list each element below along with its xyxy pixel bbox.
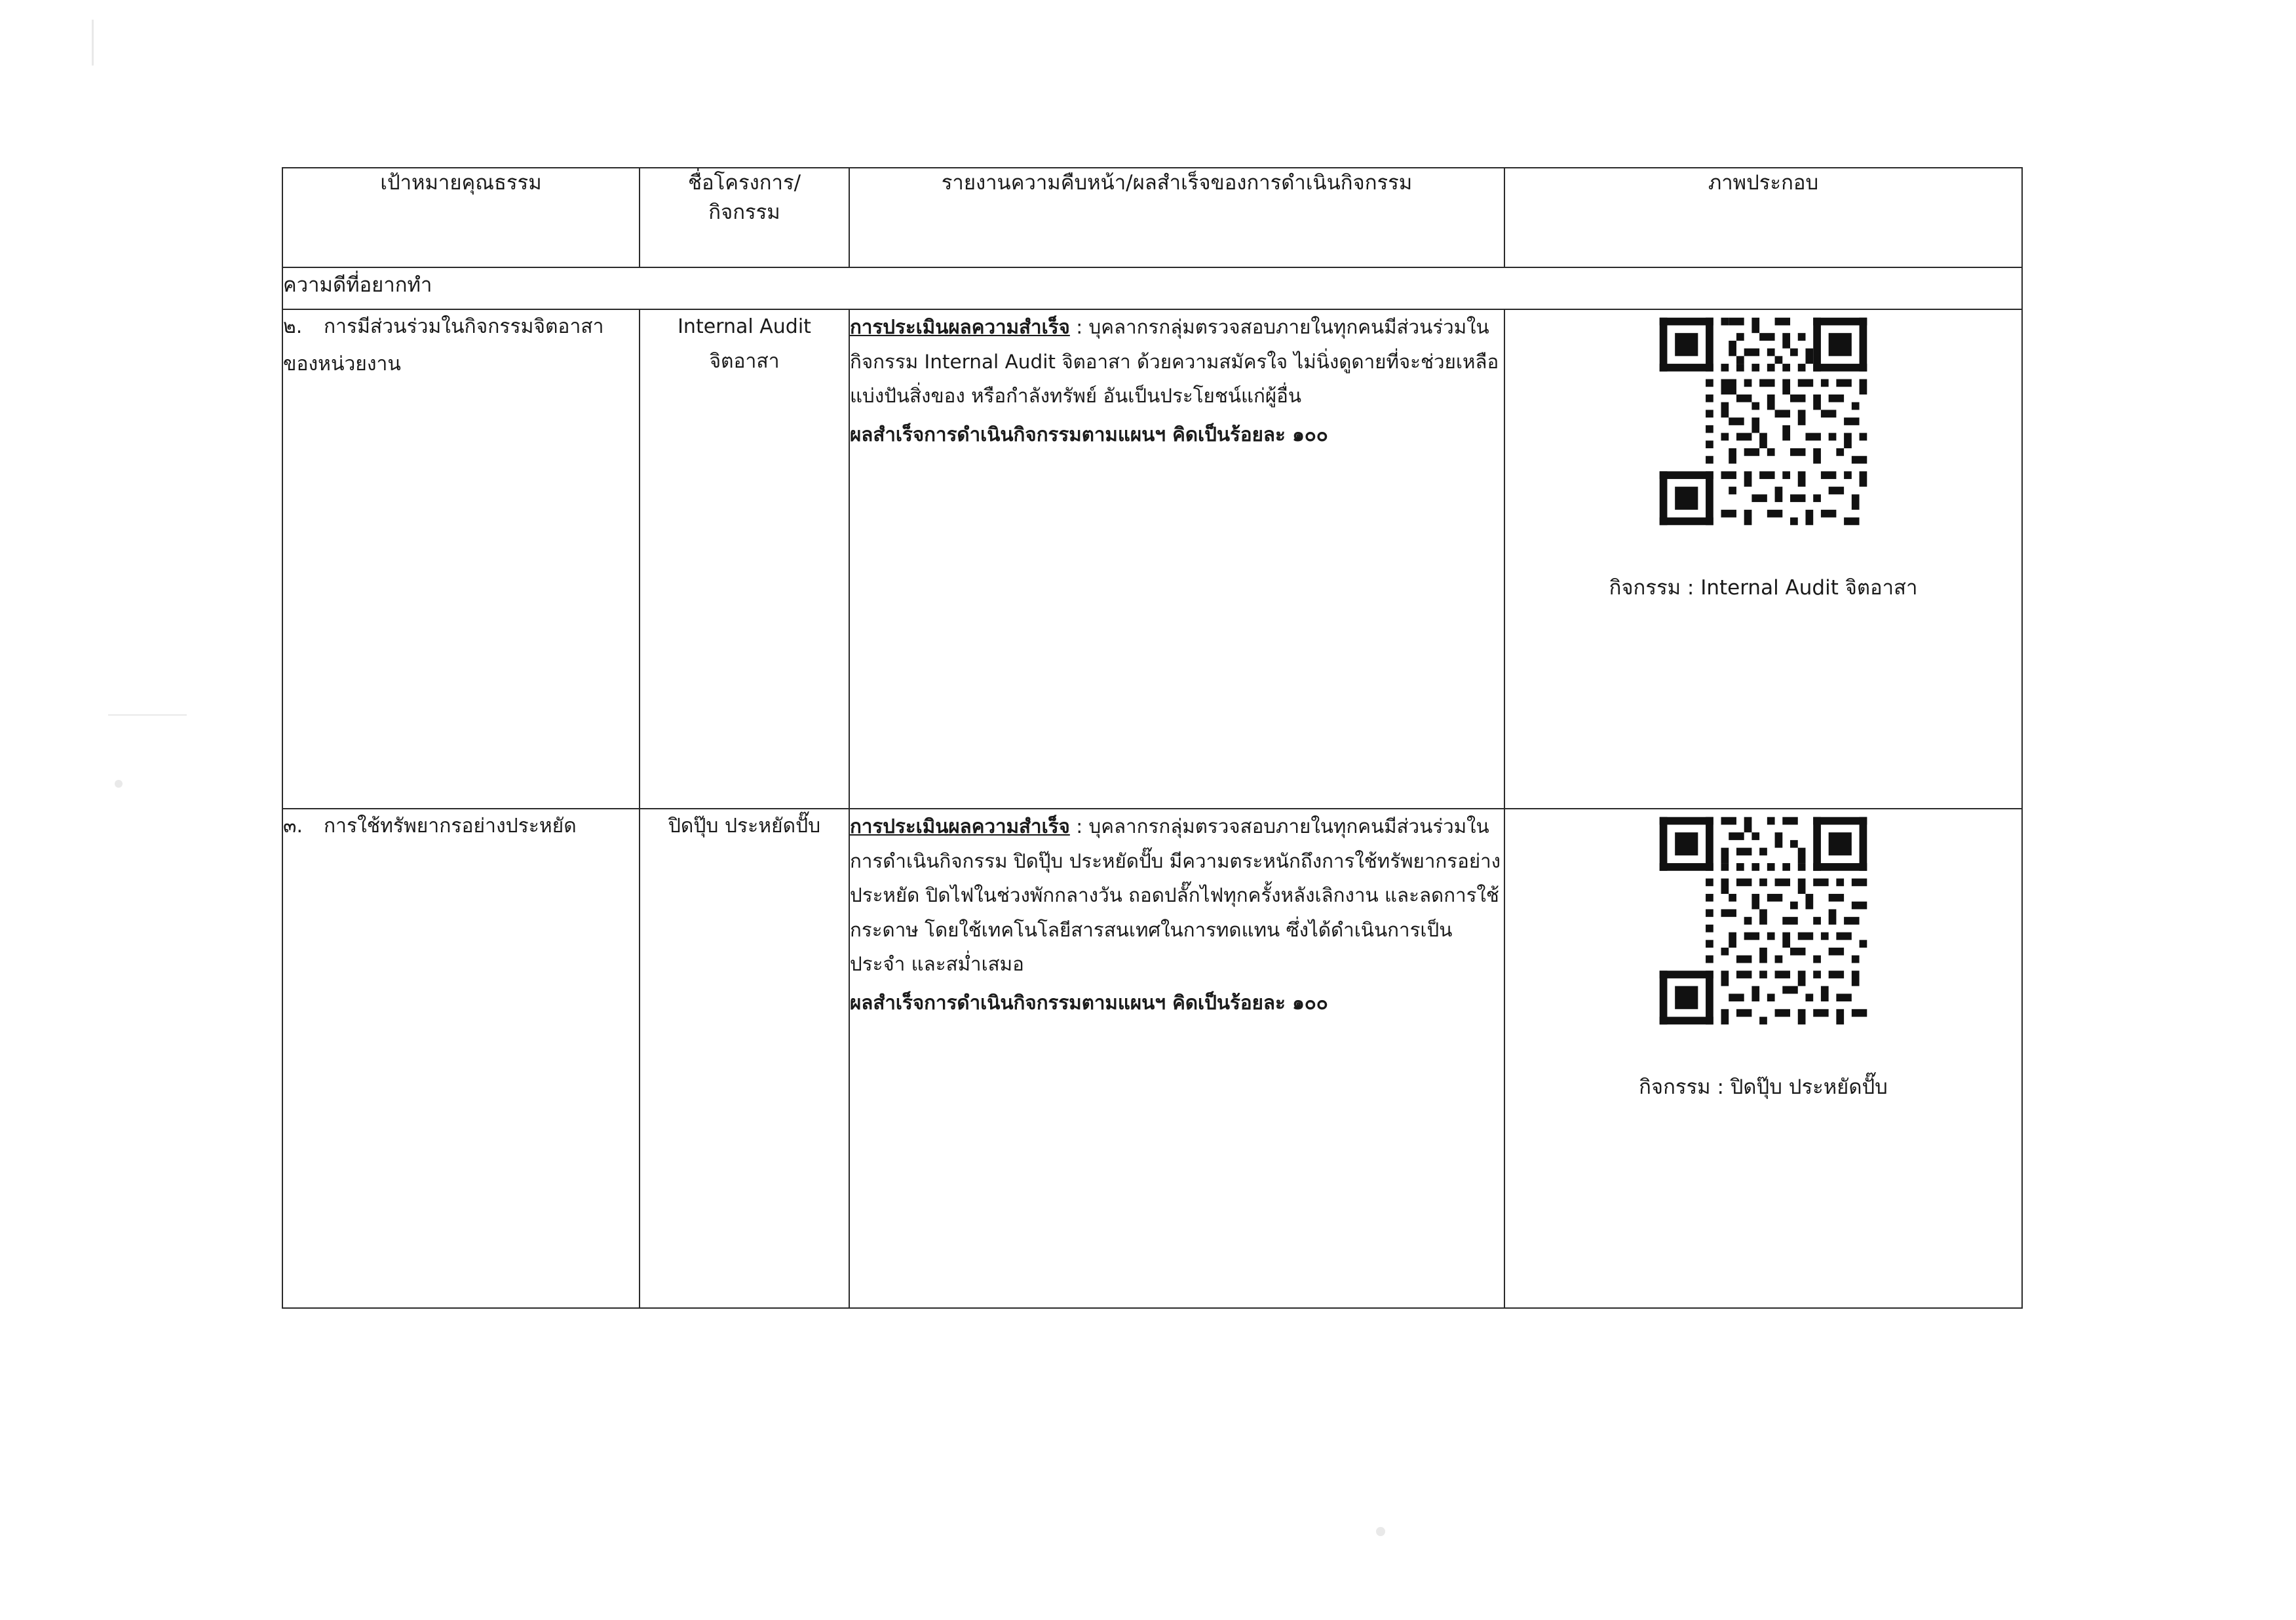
- goal-cell: [282, 809, 640, 1308]
- progress-body: : บุคลากรกลุ่มตรวจสอบภายในทุกคนมีส่วนร่วมในกิจกรรม Internal Audit จิตอาสา ด้วยความสมัครใจ ไม่นิ่งดูดายที่จะช่วยเหลือ แบ่งปันสิ่งของ หรือกำลังทรัพย์ อันเป็นประโยชน์แก่ผู้อื่น: [850, 316, 1499, 407]
- progress-summary: ผลสำเร็จการดำเนินกิจกรรมตามแผนฯ คิดเป็นร้อยละ ๑๐๐: [850, 991, 1328, 1014]
- project-line1: ปิดปุ๊บ ประหยัดปั๊บ: [668, 815, 821, 838]
- scan-artifact: [108, 714, 187, 716]
- scan-artifact: [1376, 1527, 1385, 1536]
- progress-body: : บุคลากรกลุ่มตรวจสอบภายในทุกคนมีส่วนร่วมในการดำเนินกิจกรรม ปิดปุ๊บ ประหยัดปั๊บ มีความตระหนักถึงการใช้ทรัพยากรอย่างประหยัด ปิดไฟในช่วงพักกลางวัน ถอดปลั๊กไฟทุกครั้งหลังเลิกงาน และลดการใช้กระดาษ โดยใช้เทคโนโลยีสารสนเทศในการทดแทน ซึ่งได้ดำเนินการเป็นประจำ และสม่ำเสมอ: [850, 815, 1501, 975]
- project-cell: [640, 809, 849, 1308]
- table-header-row: [282, 168, 2022, 267]
- image-caption: กิจกรรม : Internal Audit จิตอาสา: [1609, 576, 1918, 600]
- goal-text: การมีส่วนร่วมในกิจกรรมจิตอาสา: [324, 315, 604, 338]
- column-header-image: ภาพประกอบ: [1504, 168, 2022, 267]
- section-title-row: [282, 267, 2022, 309]
- image-caption: กิจกรรม : ปิดปุ๊บ ประหยัดปั๊บ: [1639, 1075, 1888, 1099]
- progress-cell: [849, 309, 1504, 809]
- project-cell: [640, 309, 849, 809]
- column-header-progress: รายงานความคืบหน้า/ผลสำเร็จของการดำเนินกิจกรรม: [849, 168, 1504, 267]
- table-row: [282, 809, 2022, 1308]
- qr-code-icon: [1652, 809, 1875, 1032]
- progress-paragraph: [850, 809, 1504, 982]
- project-line2: จิตอาสา: [709, 349, 780, 373]
- progress-lead: การประเมินผลความสำเร็จ: [850, 815, 1070, 838]
- goal-index: ๒.: [283, 315, 303, 338]
- qr-block: [1505, 310, 2021, 605]
- goal-cell: [282, 309, 640, 809]
- scan-artifact: [92, 20, 94, 66]
- goal-index: ๓.: [283, 815, 303, 838]
- qr-code-icon: [1652, 310, 1875, 533]
- progress-lead: การประเมินผลความสำเร็จ: [850, 316, 1070, 338]
- qr-block: [1505, 809, 2021, 1104]
- project-line1: Internal Audit: [678, 315, 811, 338]
- column-header-goal: เป้าหมายคุณธรรม: [282, 168, 640, 267]
- scan-artifact: [115, 780, 123, 788]
- progress-paragraph: [850, 310, 1504, 414]
- column-header-project-line2: กิจกรรม: [708, 200, 780, 224]
- section-title: ความดีที่อยากทำ: [282, 267, 2022, 309]
- column-header-project-line1: ชื่อโครงการ/: [687, 171, 801, 195]
- goal-text: การใช้ทรัพยากรอย่างประหยัด: [324, 815, 577, 838]
- image-cell: [1504, 309, 2022, 809]
- report-table: [282, 167, 2023, 1309]
- column-header-project: [640, 168, 849, 267]
- table-row: [282, 309, 2022, 809]
- goal-text-line2: ของหน่วยงาน: [283, 352, 401, 376]
- progress-cell: [849, 809, 1504, 1308]
- progress-summary: ผลสำเร็จการดำเนินกิจกรรมตามแผนฯ คิดเป็นร้อยละ ๑๐๐: [850, 423, 1328, 446]
- image-cell: [1504, 809, 2022, 1308]
